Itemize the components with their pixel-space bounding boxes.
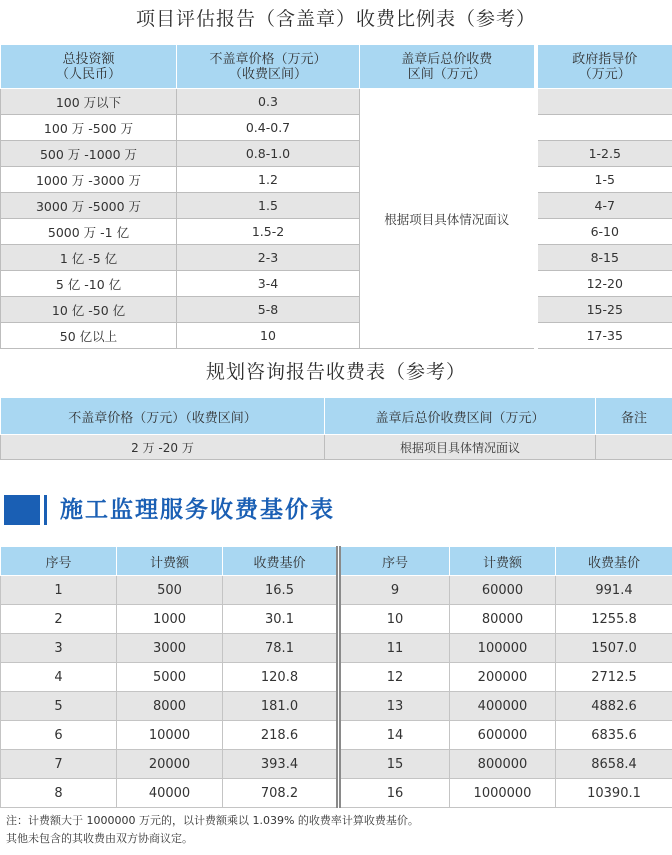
table-row xyxy=(1,721,672,750)
base-fee-cell: 78.1 xyxy=(223,634,339,663)
fee-ratio-header-row xyxy=(1,45,672,89)
remarks-cell xyxy=(596,435,672,460)
gov-price-cell: 17-35 xyxy=(536,323,672,349)
index-header: 序号 xyxy=(339,547,450,576)
investment-header: 总投资额 （人民币） xyxy=(1,45,177,89)
index-cell: 15 xyxy=(339,750,450,779)
base-fee-cell: 181.0 xyxy=(223,692,339,721)
index-cell: 4 xyxy=(1,663,117,692)
price-cell: 0.8-1.0 xyxy=(177,141,360,167)
price-cell: 0.4-0.7 xyxy=(177,115,360,141)
gov-price-cell: 1-5 xyxy=(536,167,672,193)
index-cell: 8 xyxy=(1,779,117,808)
index-cell: 14 xyxy=(339,721,450,750)
price-cell: 10 xyxy=(177,323,360,349)
base-fee-cell: 16.5 xyxy=(223,576,339,605)
billing-amount-header: 计费额 xyxy=(117,547,223,576)
price-cell: 0.3 xyxy=(177,89,360,115)
index-cell: 5 xyxy=(1,692,117,721)
gov-price-cell: 12-20 xyxy=(536,271,672,297)
price-cell: 3-4 xyxy=(177,271,360,297)
price-range-cell: 2 万 -20 万 xyxy=(1,435,325,460)
billing-amount-cell: 80000 xyxy=(450,605,556,634)
billing-amount-cell: 800000 xyxy=(450,750,556,779)
investment-cell: 1000 万 -3000 万 xyxy=(1,167,177,193)
base-fee-cell: 10390.1 xyxy=(556,779,672,808)
gov-price-cell xyxy=(536,115,672,141)
table-row xyxy=(1,245,672,271)
sealed-price-header: 盖章后总价收费区间（万元） xyxy=(325,398,596,435)
unsealed-price-header: 不盖章价格（万元） （收费区间） xyxy=(177,45,360,89)
gov-price-cell: 6-10 xyxy=(536,219,672,245)
index-cell: 13 xyxy=(339,692,450,721)
price-cell: 1.5 xyxy=(177,193,360,219)
table-row xyxy=(1,167,672,193)
supervision-fee-table xyxy=(0,546,672,808)
table-row xyxy=(1,271,672,297)
base-fee-cell: 30.1 xyxy=(223,605,339,634)
billing-amount-header: 计费额 xyxy=(450,547,556,576)
negotiable-note-cell: 根据项目具体情况面议 xyxy=(325,435,596,460)
index-cell: 16 xyxy=(339,779,450,808)
investment-cell: 50 亿以上 xyxy=(1,323,177,349)
base-fee-cell: 218.6 xyxy=(223,721,339,750)
table-row xyxy=(1,750,672,779)
base-fee-cell: 1507.0 xyxy=(556,634,672,663)
gov-price-cell: 8-15 xyxy=(536,245,672,271)
fee-ratio-table xyxy=(0,44,672,349)
base-fee-cell: 708.2 xyxy=(223,779,339,808)
base-fee-cell: 991.4 xyxy=(556,576,672,605)
billing-amount-cell: 10000 xyxy=(117,721,223,750)
sealed-price-header: 盖章后总价收费 区间（万元） xyxy=(360,45,536,89)
billing-amount-cell: 500 xyxy=(117,576,223,605)
gov-price-header: 政府指导价 （万元） xyxy=(536,45,672,89)
investment-cell: 3000 万 -5000 万 xyxy=(1,193,177,219)
base-fee-cell: 1255.8 xyxy=(556,605,672,634)
planning-fee-header-row xyxy=(1,398,672,435)
billing-amount-cell: 60000 xyxy=(450,576,556,605)
table-row xyxy=(1,605,672,634)
planning-fee-table-title: 规划咨询报告收费表（参考） xyxy=(205,361,466,383)
table-row xyxy=(1,193,672,219)
gov-price-cell: 15-25 xyxy=(536,297,672,323)
base-fee-cell: 2712.5 xyxy=(556,663,672,692)
table-row xyxy=(1,323,672,349)
index-cell: 6 xyxy=(1,721,117,750)
index-cell: 3 xyxy=(1,634,117,663)
investment-cell: 10 亿 -50 亿 xyxy=(1,297,177,323)
investment-cell: 100 万以下 xyxy=(1,89,177,115)
index-cell: 11 xyxy=(339,634,450,663)
table-row xyxy=(1,634,672,663)
investment-cell: 5000 万 -1 亿 xyxy=(1,219,177,245)
fee-ratio-table-title: 项目评估报告（含盖章）收费比例表（参考） xyxy=(135,8,536,30)
billing-amount-cell: 5000 xyxy=(117,663,223,692)
footnote-other: 其他未包含的其收费由双方协商议定。 xyxy=(6,832,193,845)
billing-amount-cell: 40000 xyxy=(117,779,223,808)
planning-fee-table xyxy=(0,397,672,460)
billing-amount-cell: 20000 xyxy=(117,750,223,779)
index-header: 序号 xyxy=(1,547,117,576)
section-accent-line xyxy=(44,495,47,525)
billing-amount-cell: 200000 xyxy=(450,663,556,692)
index-cell: 1 xyxy=(1,576,117,605)
footnote-threshold: 注：计费额大于 1000000 万元的，以计费额乘以 1.039% 的收费率计算收费基价。 xyxy=(6,814,419,827)
index-cell: 12 xyxy=(339,663,450,692)
base-fee-cell: 4882.6 xyxy=(556,692,672,721)
base-fee-cell: 8658.4 xyxy=(556,750,672,779)
base-fee-header: 收费基价 xyxy=(223,547,339,576)
table-row xyxy=(1,663,672,692)
price-cell: 2-3 xyxy=(177,245,360,271)
unsealed-price-header: 不盖章价格（万元）（收费区间） xyxy=(1,398,325,435)
price-cell: 1.2 xyxy=(177,167,360,193)
base-fee-cell: 120.8 xyxy=(223,663,339,692)
index-cell: 2 xyxy=(1,605,117,634)
investment-cell: 5 亿 -10 亿 xyxy=(1,271,177,297)
base-fee-cell: 393.4 xyxy=(223,750,339,779)
price-cell: 1.5-2 xyxy=(177,219,360,245)
billing-amount-cell: 100000 xyxy=(450,634,556,663)
investment-cell: 1 亿 -5 亿 xyxy=(1,245,177,271)
table-row xyxy=(1,219,672,245)
base-fee-cell: 6835.6 xyxy=(556,721,672,750)
investment-cell: 100 万 -500 万 xyxy=(1,115,177,141)
gov-price-cell xyxy=(536,89,672,115)
table-row xyxy=(1,779,672,808)
remarks-header: 备注 xyxy=(596,398,672,435)
billing-amount-cell: 3000 xyxy=(117,634,223,663)
table-row xyxy=(1,297,672,323)
billing-amount-cell: 1000 xyxy=(117,605,223,634)
billing-amount-cell: 600000 xyxy=(450,721,556,750)
billing-amount-cell: 400000 xyxy=(450,692,556,721)
billing-amount-cell: 1000000 xyxy=(450,779,556,808)
gov-price-cell: 1-2.5 xyxy=(536,141,672,167)
table-row xyxy=(1,576,672,605)
price-cell: 5-8 xyxy=(177,297,360,323)
supervision-fee-header-row xyxy=(1,547,672,576)
supervision-fee-section-title: 施工监理服务收费基价表 xyxy=(60,497,335,523)
index-cell: 7 xyxy=(1,750,117,779)
table-row xyxy=(1,89,672,115)
gov-price-cell: 4-7 xyxy=(536,193,672,219)
table-row xyxy=(1,141,672,167)
base-fee-header: 收费基价 xyxy=(556,547,672,576)
investment-cell: 500 万 -1000 万 xyxy=(1,141,177,167)
table-row xyxy=(1,692,672,721)
table-row xyxy=(1,435,672,460)
section-accent-block xyxy=(4,495,40,525)
index-cell: 9 xyxy=(339,576,450,605)
billing-amount-cell: 8000 xyxy=(117,692,223,721)
index-cell: 10 xyxy=(339,605,450,634)
table-row xyxy=(1,115,672,141)
negotiable-note-cell: 根据项目具体情况面议 xyxy=(360,89,536,349)
